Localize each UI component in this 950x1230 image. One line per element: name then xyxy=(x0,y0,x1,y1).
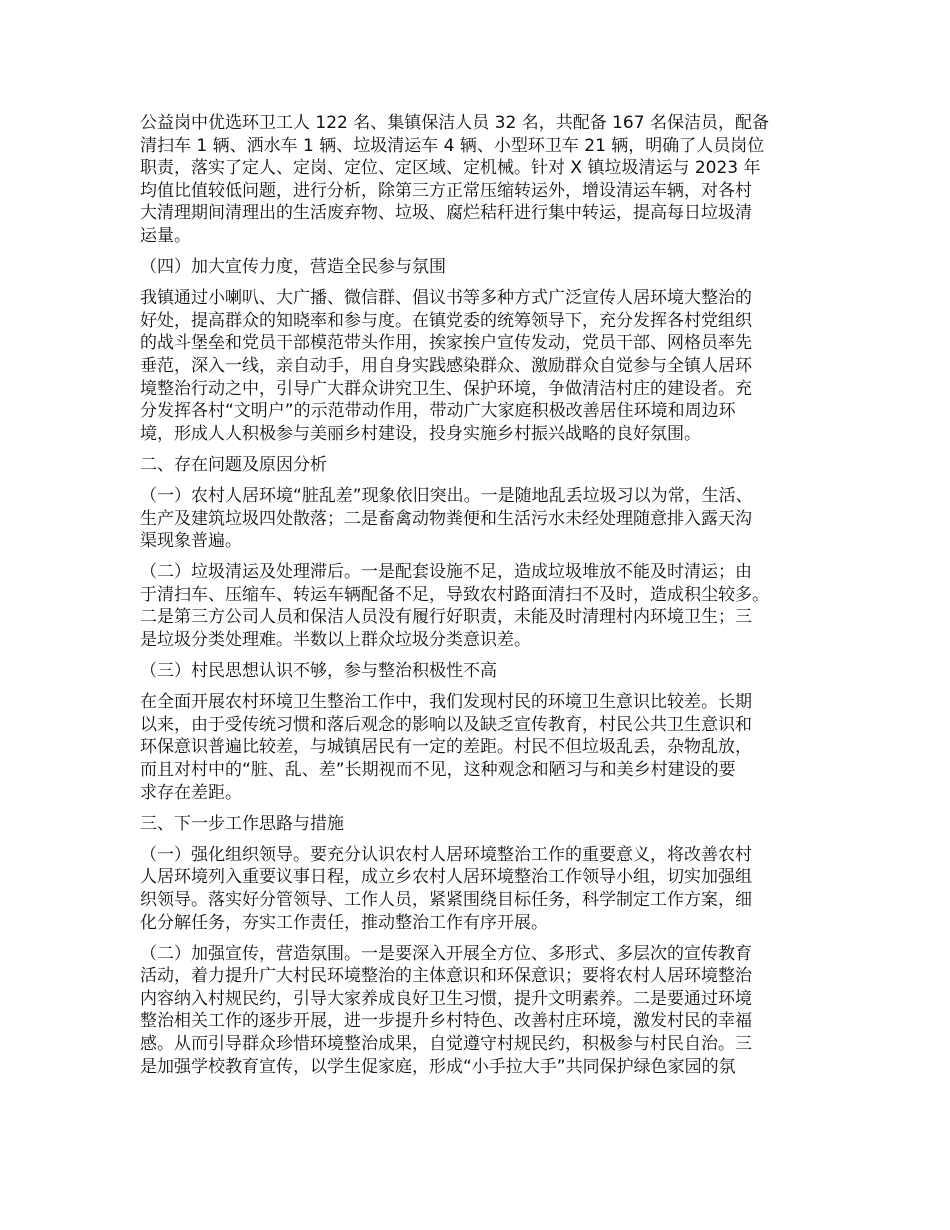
section-heading-publicity: （四）加大宣传力度，营造全民参与氛围 xyxy=(140,257,446,278)
document-page xyxy=(140,112,820,1087)
paragraph-problem-two: （二）垃圾清运及处理滞后。一是配套设施不足，造成垃圾堆放不能及时清运；由 于清扫车、压缩车、转运车辆配备不足，导致农村路面清扫不及时，造成积尘较多。 二是第三方公司人员和保洁人员没有履行好职责，未能及时清理村内环境卫生；三 是垃圾分类处理难。半数以上群众垃圾分类意识差。 xyxy=(140,562,769,650)
paragraph-publicity-plan: （二）加强宣传，营造氛围。一是要深入开展全方位、多形式、多层次的宣传教育 活动，着力提升广大村民环境整治的主体意识和环保意识；要将农村人居环境整治 内容纳入村规民约，引导大家养成良好卫生习惯，提升文明素养。二是要通过环境 整治相关工作的逐步开展，进一步提升乡村特色、改善村庄环境，激发村民的幸福 感。从而引导群众珍惜环境整治成果，自觉遵守村规民约，积极参与村民自治。三 是加强学校教育宣传，以学生促家庭，形成“小手拉大手”共同保护绿色家园的氛 xyxy=(140,943,752,1077)
paragraph-publicity-measures: 我镇通过小喇叭、大广播、微信群、倡议书等多种方式广泛宣传人居环境大整治的 好处，提高群众的知晓率和参与度。在镇党委的统筹领导下，充分发挥各村党组织 的战斗堡垒和党员干部模范带头作用，挨家挨户宣传发动，党员干部、网格员率先 垂范，深入一线，亲自动手，用自身实践感染群众、激励群众自觉参与全镇人居环 境整治行动之中，引导广大群众讲究卫生、保护环境，争做清洁村庄的建设者。充 分发挥各村“文明户”的示范带动作用，带动广大家庭积极改善居住环境和周边环 境，形成人人积极参与美丽乡村建设，投身实施乡村振兴战略的良好氛围。 xyxy=(140,288,752,444)
paragraph-awareness: 在全面开展农村环境卫生整治工作中，我们发现村民的环境卫生意识比较差。长期 以来，由于受传统习惯和落后观念的影响以及缺乏宣传教育，村民公共卫生意识和 环保意识普遍比较差，与城镇居民有一定的差距。村民不但垃圾乱丢，杂物乱放， 而且对村中的“脏、乱、差”长期视而不见，这种观念和陋习与和美乡村建设的要 求存在差距。 xyxy=(140,692,752,803)
paragraph-leadership: （一）强化组织领导。要充分认识农村人居环境整治工作的重要意义，将改善农村 人居环境列入重要议事日程，成立乡农村人居环境整治工作领导小组，切实加强组 织领导。落实好分管领导、工作人员，紧紧围绕目标任务，科学制定工作方案，细 化分解任务，夯实工作责任，推动整治工作有序开展。 xyxy=(140,844,752,933)
section-heading-problems: 二、存在问题及原因分析 xyxy=(140,454,327,475)
section-heading-awareness: （三）村民思想认识不够，参与整治积极性不高 xyxy=(140,661,497,682)
paragraph-sanitation-staffing: 公益岗中优选环卫工人 122 名、集镇保洁人员 32 名，共配备 167 名保洁员，配备 清扫车 1 辆、洒水车 1 辆、垃圾清运车 4 辆、小型环卫车 21 辆，明确了人员岗位 职责，落实了定人、定岗、定位、定区域、定机械。针对 X 镇垃圾清运与 2023 年 均值比值较低问题，进行分析，除第三方正常压缩转运外，增设清运车辆，对各村 大清理期间清理出的生活废弃物、垃圾、腐烂秸秆进行集中转运，提高每日垃圾清 运量。 xyxy=(140,113,769,246)
paragraph-problem-one: （一）农村人居环境“脏乱差”现象依旧突出。一是随地乱丢垃圾习以为常，生活、 生产及建筑垃圾四处散落；二是畜禽动物粪便和生活污水未经处理随意排入露天沟 渠现象普遍。 xyxy=(140,485,753,552)
section-heading-next-steps: 三、下一步工作思路与措施 xyxy=(140,813,344,834)
